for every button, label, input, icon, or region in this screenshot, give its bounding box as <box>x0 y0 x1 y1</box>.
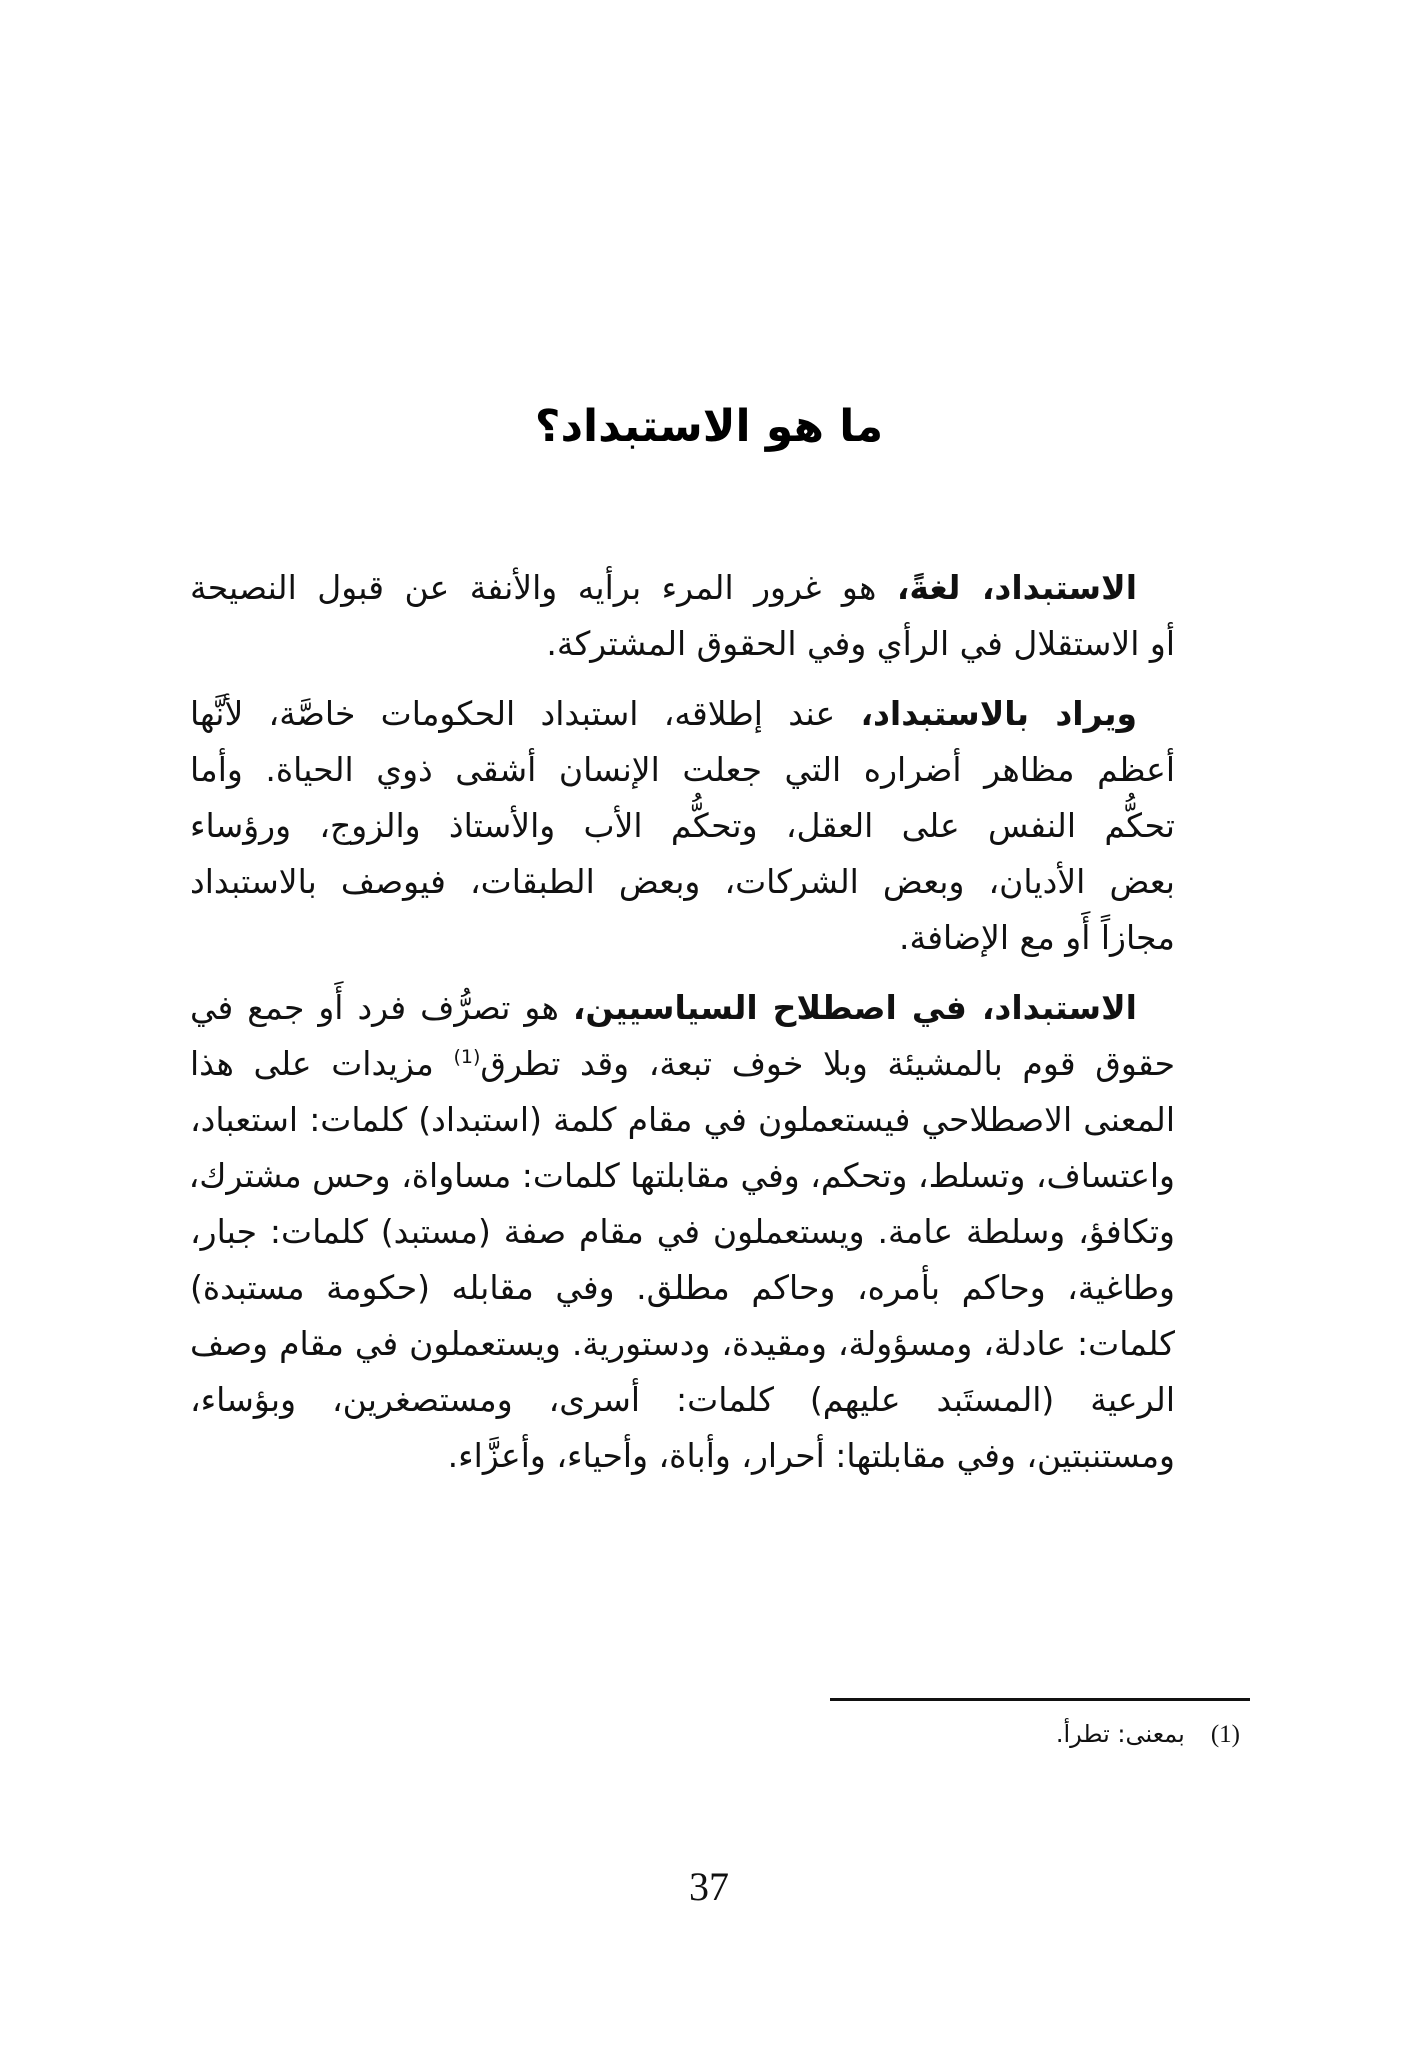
line-text: واعتساف، وتسلط، وتحكم، وفي مقابلتها كلمات: مساواة، وحس مشترك، <box>188 1156 1175 1195</box>
line-text: وتكافؤ، وسلطة عامة. ويستعملون في مقام صفة (مستبد) كلمات: جبار، <box>190 1212 1175 1251</box>
text-line <box>190 1204 1175 1260</box>
paragraph-linguistic-definition <box>190 560 1175 672</box>
footnote-mark: (1) <box>1210 1721 1240 1748</box>
text-line <box>190 910 1175 966</box>
line-text: عند إطلاقه، استبداد الحكومات خاصَّة، لأنَّها <box>190 694 861 733</box>
text-line <box>190 1372 1175 1428</box>
line-text: وطاغية، وحاكم بأمره، وحاكم مطلق. وفي مقابله (حكومة مستبدة) <box>190 1268 1175 1307</box>
text-line <box>190 854 1175 910</box>
footnote-reference[interactable]: (1) <box>453 1046 481 1068</box>
text-line <box>190 1260 1175 1316</box>
line-text: كلمات: عادلة، ومسؤولة، ومقيدة، ودستورية. ويستعملون في مقام وصف <box>190 1324 1175 1363</box>
paragraph-general-meaning <box>190 686 1175 966</box>
footnote <box>1056 1716 1240 1753</box>
text-line <box>190 1148 1175 1204</box>
footnote-divider <box>830 1698 1250 1701</box>
text-line <box>190 1036 1175 1092</box>
line-text: تحكُّم النفس على العقل، وتحكُّم الأب والأستاذ والزوج، ورؤساء <box>190 806 1175 845</box>
text-line <box>190 1316 1175 1372</box>
line-text: أعظم مظاهر أضراره التي جعلت الإنسان أشقى ذوي الحياة. وأما <box>190 750 1175 789</box>
line-text: مزيدات على هذا <box>190 1044 454 1083</box>
term-heading: الاستبداد، في اصطلاح السياسيين، <box>572 988 1137 1027</box>
footnote-text: بمعنى: تطرأ. <box>1055 1720 1185 1748</box>
line-text: بعض الأديان، وبعض الشركات، وبعض الطبقات، فيوصف بالاستبداد <box>190 862 1175 901</box>
page-number: 37 <box>689 1864 729 1909</box>
line-text: أو الاستقلال في الرأي وفي الحقوق المشتركة. <box>546 624 1175 663</box>
body-text <box>190 560 1175 1484</box>
line-text: هو تصرُّف فرد أَو جمع في <box>190 988 573 1027</box>
term-heading: الاستبداد، لغةً، <box>896 568 1138 607</box>
text-line <box>190 686 1175 742</box>
line-text: ومستنبتين، وفي مقابلتها: أحرار، وأباة، وأحياء، وأعزَّاء. <box>447 1436 1175 1475</box>
text-line <box>190 742 1175 798</box>
text-line <box>190 1092 1175 1148</box>
line-text: الرعية (المستَبد عليهم) كلمات: أسرى، ومستصغرين، وبؤساء، <box>190 1380 1175 1419</box>
line-text: حقوق قوم بالمشيئة وبلا خوف تبعة، وقد تطرق <box>480 1044 1175 1083</box>
text-line <box>190 980 1175 1036</box>
line-text: المعنى الاصطلاحي فيستعملون في مقام كلمة (استبداد) كلمات: استعباد، <box>190 1100 1175 1139</box>
term-heading: ويراد بالاستبداد، <box>860 694 1137 733</box>
line-text: هو غرور المرء برأيه والأنفة عن قبول النصيحة <box>190 568 897 607</box>
text-line <box>190 1428 1175 1484</box>
text-line <box>190 616 1175 672</box>
paragraph-political-definition <box>190 980 1175 1484</box>
text-line <box>190 798 1175 854</box>
page-title: ما هو الاستبداد؟ <box>534 401 884 453</box>
line-text: مجازاً أَو مع الإضافة. <box>899 918 1175 957</box>
text-line <box>190 560 1175 616</box>
